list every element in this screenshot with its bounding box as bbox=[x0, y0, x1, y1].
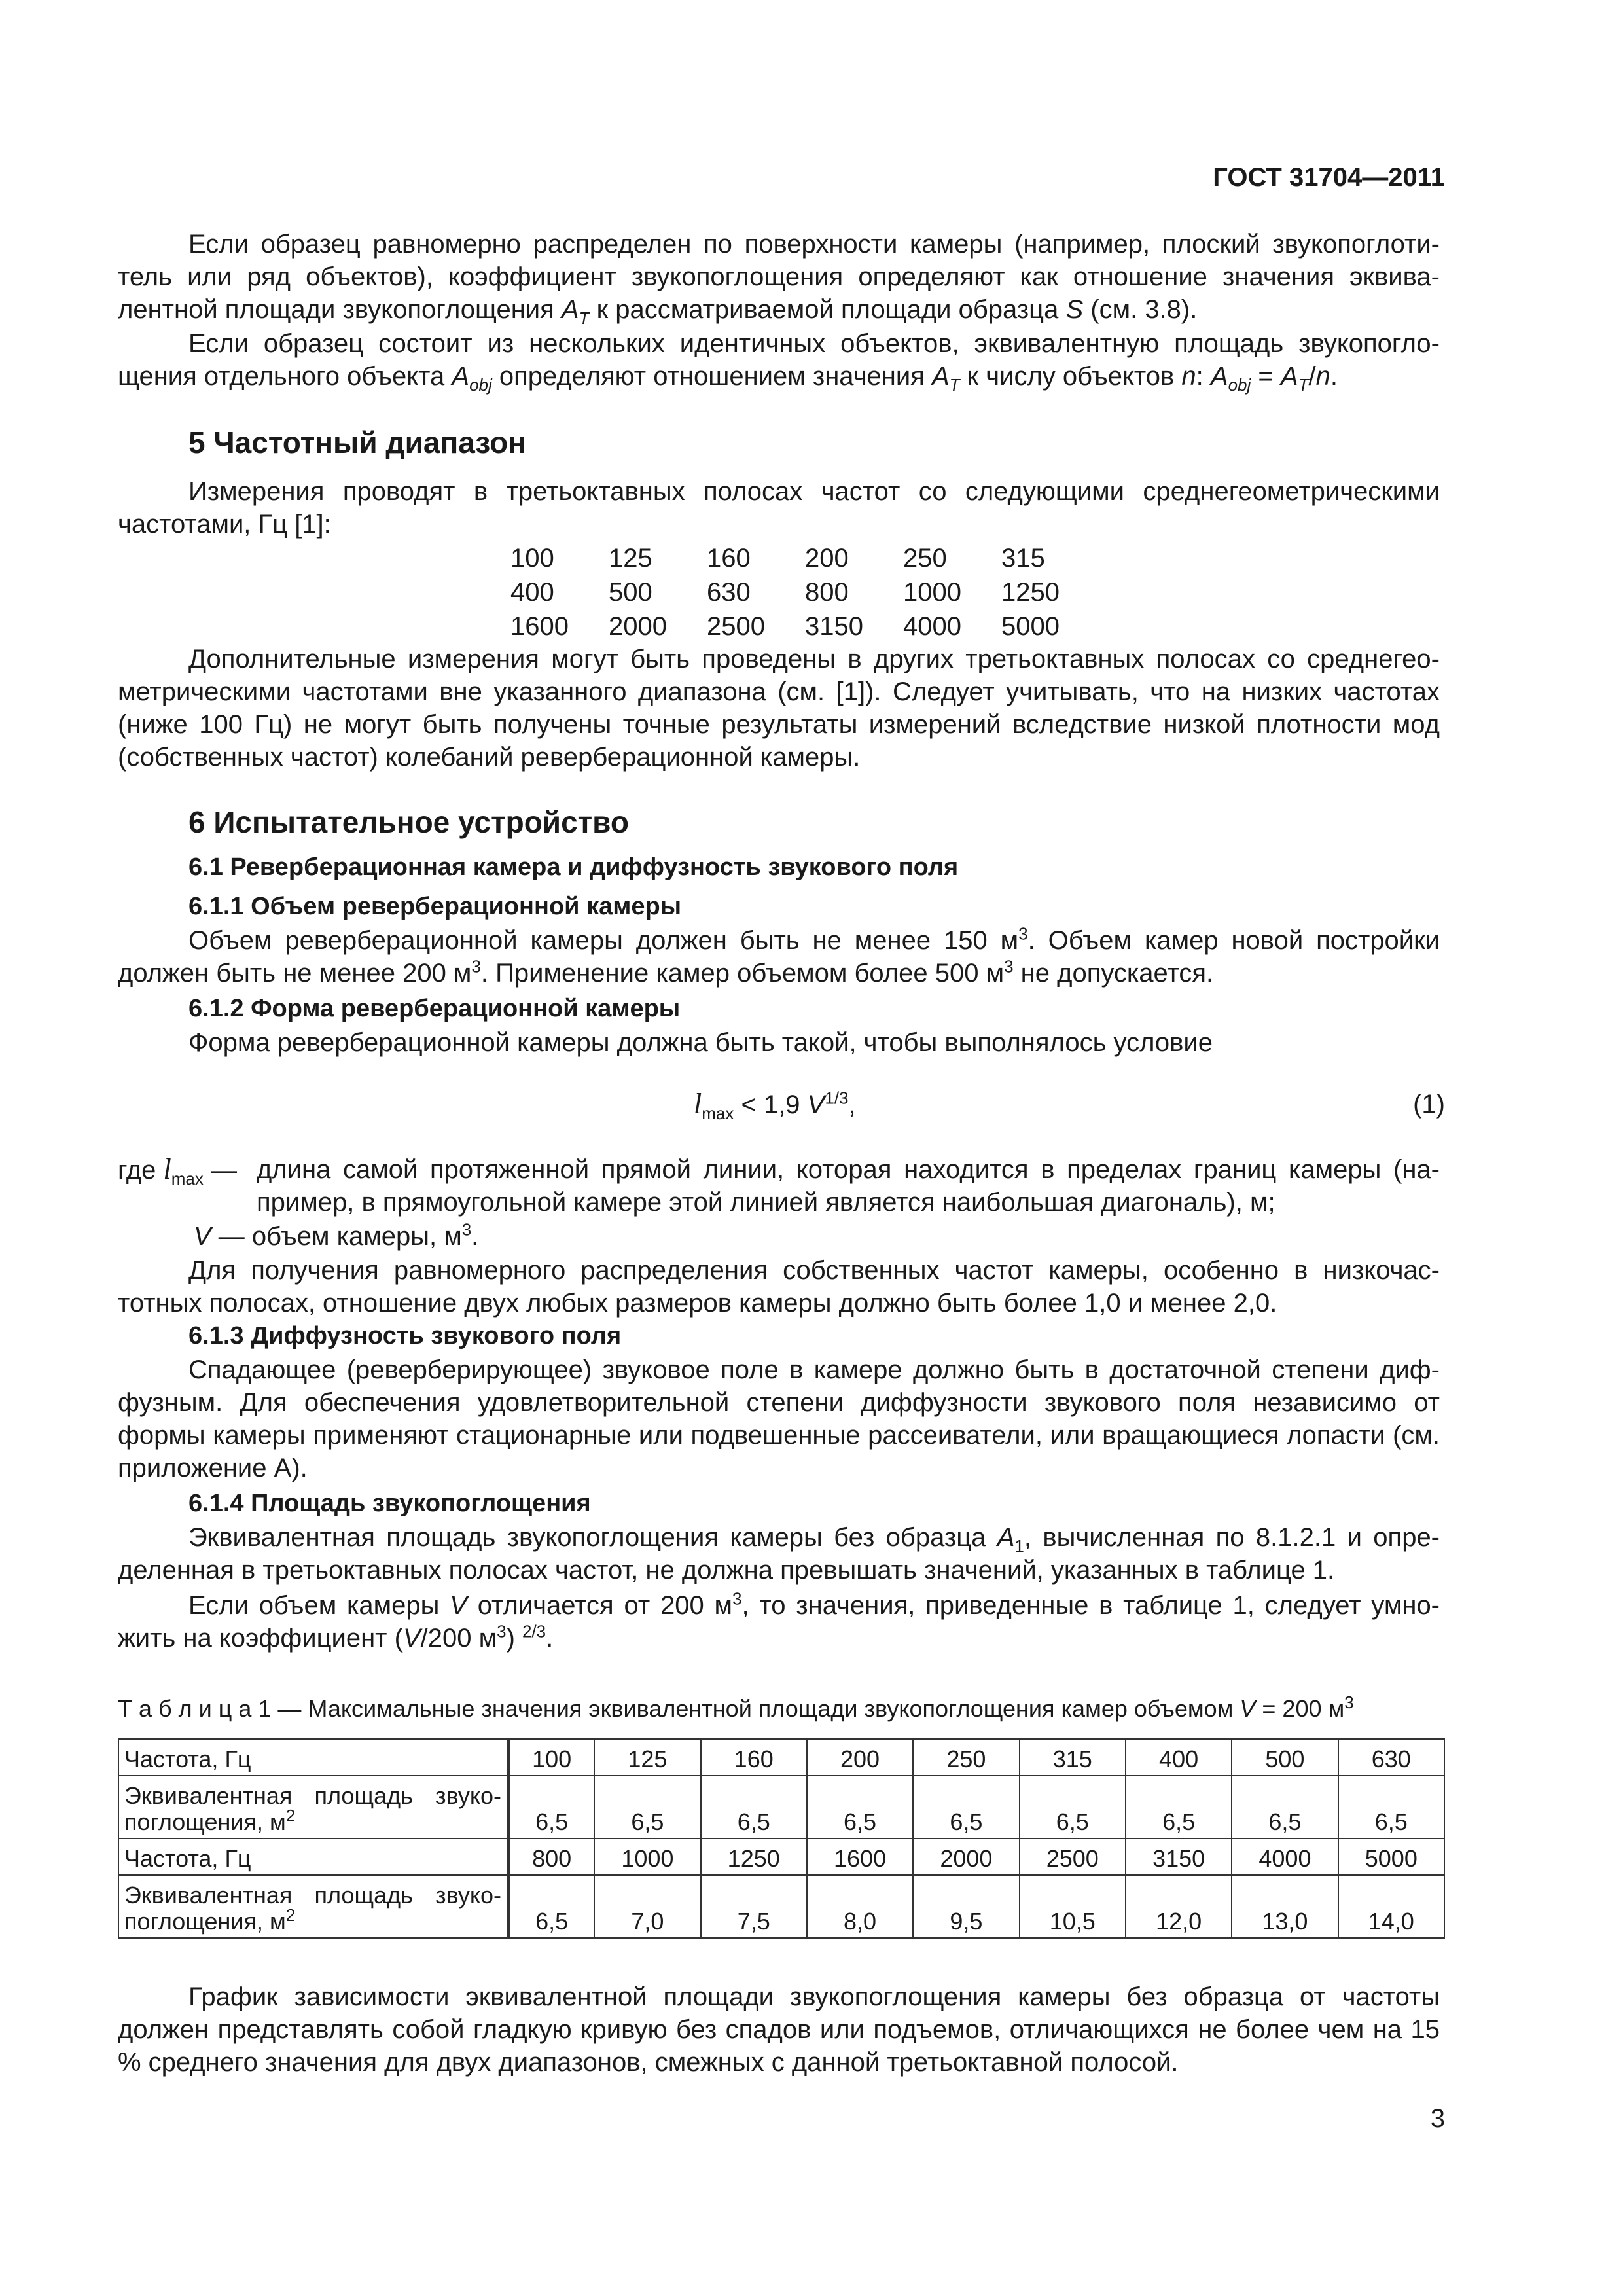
table-cell: 9,5 bbox=[913, 1875, 1019, 1938]
frequency-value: 2000 bbox=[609, 612, 667, 641]
table-cell: 2500 bbox=[1020, 1839, 1126, 1875]
table-cell: 160 bbox=[701, 1739, 807, 1776]
frequency-value: 3150 bbox=[805, 612, 863, 641]
table-cell: 6,5 bbox=[1126, 1776, 1232, 1839]
frequency-row bbox=[510, 610, 1099, 644]
subsection-6-1-2-heading: 6.1.2 Форма реверберационной камеры bbox=[188, 995, 681, 1022]
table-1-caption: Т а б л и ц а 1 — Максимальные значения эквивалентной площади звукопоглощения камер объемом V = 200 $м^3$ bbox=[118, 1693, 1354, 1722]
table-cell-label: Эквивалентная площадь звуко-поглощения, $м^2$ bbox=[118, 1776, 508, 1839]
frequency-value: 630 bbox=[707, 578, 751, 607]
paragraph-closing: График зависимости эквивалентной площади звукопоглощения камеры без образца от частоты должен представлять собой гладкую кривую без спадов или подъемов, отличающихся не более чем на 15 % среднего значения для двух диапазонов, смежных с данной третьоктавной полосой. bbox=[118, 1982, 1440, 2077]
table-cell: 13,0 bbox=[1232, 1875, 1338, 1938]
paragraph-dimension-ratio: Для получения равномерного распределения собственных частот камеры, особенно в низкочас-тотных полосах, отношение двух любых размеров камеры должно быть более 1,0 и менее 2,0. bbox=[118, 1256, 1440, 1318]
table-row bbox=[118, 1776, 1444, 1839]
table-cell: 2000 bbox=[913, 1839, 1019, 1875]
formula-number: (1) bbox=[1413, 1090, 1445, 1119]
section-5-heading: 5 Частотный диапазон bbox=[188, 425, 526, 459]
frequency-value: 100 bbox=[510, 544, 554, 573]
table-cell-label: Частота, Гц bbox=[118, 1739, 508, 1776]
where-volume-definition: V — объем камеры, $м^3$. bbox=[194, 1219, 479, 1251]
frequency-value: 4000 bbox=[903, 612, 961, 641]
paragraph-identical-objects: Если образец состоит из нескольких идентичных объектов, эквивалентную площадь звукопогло-щения отдельного объекта $A_{obj}$ определяют отношением значения $A_T$ к числу объектов n: $A_{obj} = A_T/n$. bbox=[118, 329, 1440, 395]
table-cell: 10,5 bbox=[1020, 1875, 1126, 1938]
frequency-value: 200 bbox=[805, 544, 849, 573]
subsection-6-1-3-heading: 6.1.3 Диффузность звукового поля bbox=[188, 1322, 622, 1350]
table-cell: 800 bbox=[508, 1839, 595, 1875]
frequency-value: 315 bbox=[1001, 544, 1045, 573]
table-cell: 6,5 bbox=[1020, 1776, 1126, 1839]
table-cell: 1250 bbox=[701, 1839, 807, 1875]
table-cell: 5000 bbox=[1338, 1839, 1444, 1875]
subsection-6-1-1-heading: 6.1.1 Объем реверберационной камеры bbox=[188, 893, 682, 920]
table-cell: 315 bbox=[1020, 1739, 1126, 1776]
paragraph-diffusion: Спадающее (реверберирующее) звуковое поле в камере должно быть в достаточной степени диф-фузным. Для обеспечения удовлетворительной степени диффузности звукового поля независимо от формы камеры применяют стационарные или подвешенные рассеиватели, или вращающиеся лопасти (см. приложение А). bbox=[118, 1355, 1440, 1482]
frequency-value: 250 bbox=[903, 544, 947, 573]
table-cell: 7,0 bbox=[594, 1875, 700, 1938]
table-cell: 12,0 bbox=[1126, 1875, 1232, 1938]
table-cell: 6,5 bbox=[1232, 1776, 1338, 1839]
table-cell: 630 bbox=[1338, 1739, 1444, 1776]
table-cell: 14,0 bbox=[1338, 1875, 1444, 1938]
subsection-6-1-heading: 6.1 Реверберационная камера и диффузность звукового поля bbox=[188, 853, 959, 881]
table-cell: 100 bbox=[508, 1739, 595, 1776]
table-cell: 6,5 bbox=[1338, 1776, 1444, 1839]
table-cell: 1600 bbox=[807, 1839, 913, 1875]
section-5-intro: Измерения проводят в третьоктавных полосах частот со следующими среднегеометрическими частотами, Гц [1]: bbox=[118, 477, 1440, 539]
table-1 bbox=[118, 1738, 1445, 1939]
where-lmax-definition: длина самой протяженной прямой линии, которая находится в пределах границ камеры (на-пример, в прямоугольной камере этой линией является наибольшая диагональ), м; bbox=[257, 1155, 1440, 1217]
table-cell: 4000 bbox=[1232, 1839, 1338, 1875]
frequency-value: 5000 bbox=[1001, 612, 1060, 641]
table-cell: 6,5 bbox=[913, 1776, 1019, 1839]
frequency-value: 1600 bbox=[510, 612, 569, 641]
frequency-list bbox=[510, 542, 1099, 644]
table-cell: 6,5 bbox=[508, 1776, 595, 1839]
section-6-heading: 6 Испытательное устройство bbox=[188, 805, 629, 839]
page-number: 3 bbox=[1430, 2104, 1445, 2133]
paragraph-chamber-shape: Форма реверберационной камеры должна быть такой, чтобы выполнялось условие bbox=[188, 1028, 1213, 1057]
formula-1: $l_{max} < 1,9$ $V^{1/3}$, bbox=[694, 1088, 856, 1123]
table-cell: 400 bbox=[1126, 1739, 1232, 1776]
frequency-row bbox=[510, 542, 1099, 576]
table-cell-label: Частота, Гц bbox=[118, 1839, 508, 1875]
frequency-value: 800 bbox=[805, 578, 849, 607]
table-cell-label: Эквивалентная площадь звуко-поглощения, $м^2$ bbox=[118, 1875, 508, 1938]
table-cell: 500 bbox=[1232, 1739, 1338, 1776]
frequency-value: 400 bbox=[510, 578, 554, 607]
table-cell: 6,5 bbox=[594, 1776, 700, 1839]
paragraph-chamber-volume: Объем реверберационной камеры должен быть не менее 150 $м^3$. Объем камер новой постройки должен быть не менее 200 $м^3$. Применение камер объемом более 500 $м^3$ не допускается. bbox=[118, 924, 1440, 988]
table-row bbox=[118, 1839, 1444, 1875]
frequency-value: 1250 bbox=[1001, 578, 1060, 607]
document-header: ГОСТ 31704—2011 bbox=[1213, 163, 1445, 192]
section-5-additional: Дополнительные измерения могут быть проведены в других третьоктавных полосах со среднегео-метрическими частотами вне указанного диапазона (см. [1]). Следует учитывать, что на низких частотах (ниже 100 Гц) не могут быть получены точные результаты измерений вследствие низкой плотности мод (собственных частот) колебаний реверберационной камеры. bbox=[118, 645, 1440, 772]
paragraph-absorption-area: Эквивалентная площадь звукопоглощения камеры без образца $A_1$, вычисленная по 8.1.2.1 и опре-деленная в третьоктавных полосах частот, не должна превышать значений, указанных в таблице 1. bbox=[118, 1523, 1440, 1585]
table-cell: 200 bbox=[807, 1739, 913, 1776]
frequency-value: 1000 bbox=[903, 578, 961, 607]
table-cell: 250 bbox=[913, 1739, 1019, 1776]
table-cell: 8,0 bbox=[807, 1875, 913, 1938]
paragraph-volume-correction: Если объем камеры V отличается от 200 $м^3$, то значения, приведенные в таблице 1, следует умно-жить на коэффициент (V/200 $м^3$) $^{2/3}$. bbox=[118, 1588, 1440, 1653]
table-cell: 1000 bbox=[594, 1839, 700, 1875]
paragraph-uniform-sample: Если образец равномерно распределен по поверхности камеры (например, плоский звукопоглоти-тель или ряд объектов), коэффициент звукопоглощения определяют как отношение значения эквива-лентной площади звукопоглощения $A_T$ к рассматриваемой площади образца S (см. 3.8). bbox=[118, 230, 1440, 328]
frequency-value: 2500 bbox=[707, 612, 765, 641]
table-row bbox=[118, 1739, 1444, 1776]
frequency-value: 160 bbox=[707, 544, 751, 573]
table-cell: 7,5 bbox=[701, 1875, 807, 1938]
table-cell: 6,5 bbox=[807, 1776, 913, 1839]
table-cell: 125 bbox=[594, 1739, 700, 1776]
table-row bbox=[118, 1875, 1444, 1938]
table-cell: 6,5 bbox=[701, 1776, 807, 1839]
subsection-6-1-4-heading: 6.1.4 Площадь звукопоглощения bbox=[188, 1490, 591, 1517]
frequency-row bbox=[510, 576, 1099, 610]
frequency-value: 125 bbox=[609, 544, 652, 573]
table-cell: 3150 bbox=[1126, 1839, 1232, 1875]
frequency-value: 500 bbox=[609, 578, 652, 607]
where-lmax-term: где $l_{max}$ — bbox=[118, 1153, 237, 1189]
table-cell: 6,5 bbox=[508, 1875, 595, 1938]
